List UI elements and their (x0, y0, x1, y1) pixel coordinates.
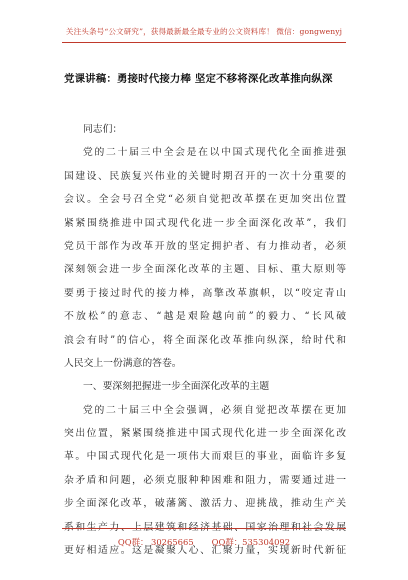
footer-divider (62, 528, 346, 529)
body-line: 更好相适应。这是凝聚人心、汇聚力量，实现新时代新征 (64, 545, 346, 557)
body-line: 杂矛盾和问题，必须克服种种困难和阻力，需要通过进一 (64, 474, 346, 486)
body-line: 要勇于接过时代的接力棒，高擎改革旗帜，以“咬定青山 (64, 287, 346, 299)
body-line: 紧紧围绕推进中国式现代化进一步全面深化改革”，我们 (64, 217, 346, 229)
body-line: 国建设、民族复兴伟业的关键时期召开的一次十分重要的 (64, 170, 346, 182)
document-body (64, 118, 346, 562)
header-note: 关注头条号“公文研究”，获得最新最全最专业的公文资料库！ 微信：gongwenyj (65, 27, 343, 36)
body-line: 党的二十届三中全会是在以中国式现代化全面推进强 (83, 147, 346, 159)
body-line: 革。中国式现代化是一项伟大而艰巨的事业，面临许多复 (64, 451, 346, 463)
body-line: 不放松”的意志、“越是艰险越向前”的毅力、“长风破 (64, 311, 346, 323)
footer-qq-group-2: QQ群：535304092 (211, 537, 291, 547)
body-line: 人民交上一份满意的答卷。 (64, 357, 182, 369)
footer-qq-group-1: QQ群： 30265665 (117, 537, 194, 547)
salutation: 同志们： (83, 124, 123, 135)
body-line: 浪会有时”的信心，将全面深化改革推向纵深，给时代和 (64, 334, 346, 346)
header-divider (62, 42, 346, 43)
body-line: 党的二十届三中全会强调，必须自觉把改革摆在更加 (83, 404, 346, 416)
footer-note (0, 536, 408, 548)
document-title: 党课讲稿：勇接时代接力棒 坚定不移将深化改革推向纵深 (64, 73, 333, 85)
body-line: 会议。全会号召全党“必须自觉把改革摆在更加突出位置 (64, 194, 346, 206)
body-line: 深刻领会进一步全面深化改革的主题、目标、重大原则等 (64, 264, 346, 276)
body-line: 步全面深化改革，破藩篱、激活力、迎挑战，推动生产关 (64, 498, 346, 510)
section-heading: 一、要深刻把握进一步全面深化改革的主题 (83, 381, 270, 393)
body-line: 系和生产力、上层建筑和经济基础、国家治理和社会发展 (64, 521, 346, 533)
body-line: 突出位置，紧紧围绕推进中国式现代化进一步全面深化改 (64, 428, 346, 440)
body-line: 党员干部作为改革开放的坚定拥护者、有力推动者，必须 (64, 240, 346, 252)
